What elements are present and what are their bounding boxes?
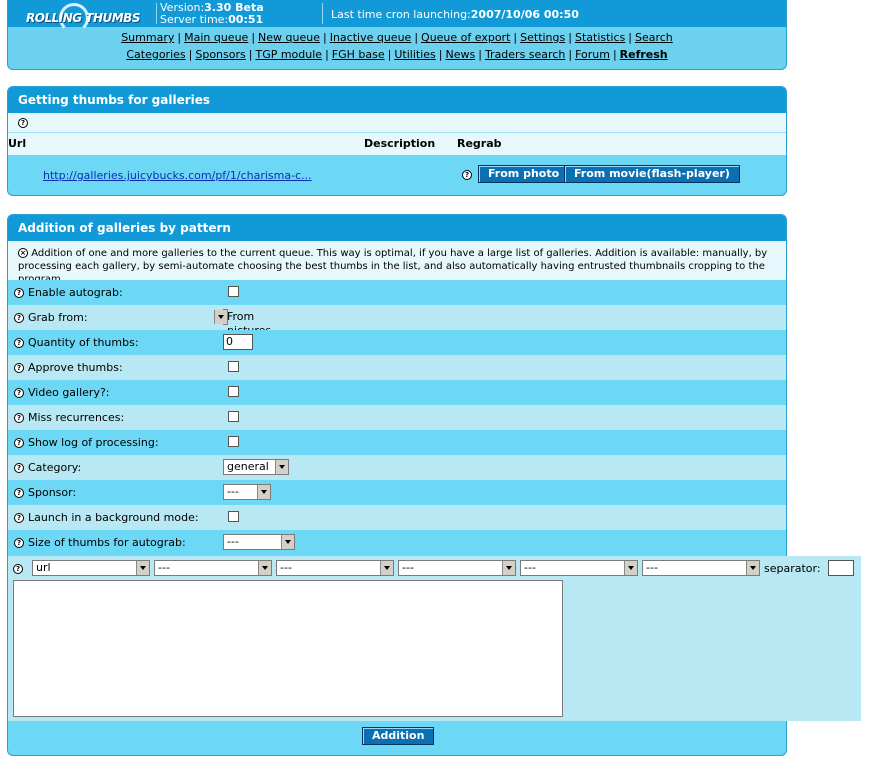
pattern-description [8, 241, 786, 280]
nav-separator: | [628, 31, 632, 44]
field-label-text: Video gallery?: [28, 386, 110, 399]
addition-button[interactable]: Addition [362, 727, 434, 745]
thumbs-help-row [8, 113, 786, 132]
pattern-field-select[interactable] [520, 560, 638, 576]
nav-separator: | [568, 31, 572, 44]
pattern-description-text: Addition of one and more galleries to the current queue. This way is optimal, if you have a large list of galleries. Addition is available: manually, by processing each gallery, by semi-automate choosing the best thumbs in the list, and also automatically having entrusted thumbnails cropping to the [18, 248, 768, 272]
help-icon[interactable]: ? [14, 338, 24, 348]
field-label [14, 286, 123, 299]
nav-link-refresh[interactable]: Refresh [619, 48, 668, 61]
col-regrab: Regrab [457, 137, 502, 150]
nav-row-secondary [8, 49, 786, 61]
nav-separator: | [414, 31, 419, 44]
field-label-text: Show log of processing: [28, 436, 159, 449]
select-value: url [36, 561, 51, 574]
field-row [8, 280, 786, 305]
pattern-field-select[interactable] [398, 560, 516, 576]
nav-separator: | [322, 31, 327, 44]
nav-separator: | [387, 48, 392, 61]
select-value: --- [280, 561, 292, 574]
select-value: --- [646, 561, 658, 574]
field-label-text: Quantity of thumbs: [28, 336, 139, 349]
nav-link-fgh-base[interactable]: FGH base [331, 48, 385, 61]
pattern-builder [8, 556, 861, 721]
cron-label: Last time cron launching: [331, 8, 471, 21]
help-icon[interactable]: ? [14, 363, 24, 373]
approve-thumbs-checkbox[interactable] [228, 361, 239, 372]
category-select[interactable] [223, 459, 289, 475]
field-label [14, 536, 186, 549]
nav-separator: | [568, 48, 573, 61]
cron-info [331, 8, 579, 21]
col-url: Url [8, 137, 27, 150]
field-row [8, 430, 786, 455]
nav-link-inactive-queue[interactable]: Inactive queue [329, 31, 412, 44]
field-label-text: Approve thumbs: [28, 361, 123, 374]
field-label-text: Launch in a background mode: [28, 511, 199, 524]
select-value: --- [227, 535, 239, 548]
miss-recurrences-checkbox[interactable] [228, 411, 239, 422]
field-label-text: Grab from: [28, 311, 88, 324]
separator-input[interactable] [828, 560, 854, 576]
nav-separator: | [478, 48, 482, 61]
field-label [14, 436, 159, 449]
nav-link-tgp-module[interactable]: TGP module [255, 48, 323, 61]
pattern-field-select[interactable] [32, 560, 150, 576]
table-row [8, 155, 786, 195]
help-icon[interactable]: ? [14, 313, 24, 323]
app-logo [14, 2, 154, 26]
field-row [8, 405, 786, 430]
version-info [160, 2, 264, 26]
field-label [14, 361, 123, 374]
header-divider [156, 3, 157, 24]
nav-link-forum[interactable]: Forum [575, 48, 610, 61]
field-label-text: Size of thumbs for autograb: [28, 536, 186, 549]
chevron-down-icon[interactable] [624, 561, 637, 575]
chevron-down-icon[interactable] [275, 460, 288, 474]
galleries-textarea[interactable] [13, 580, 563, 717]
help-icon[interactable]: ? [13, 564, 23, 574]
nav-link-search[interactable]: Search [634, 31, 673, 44]
pattern-field-select[interactable] [642, 560, 760, 576]
nav-separator: | [325, 48, 329, 61]
separator-label: separator: [764, 562, 821, 575]
version-value: 3.30 Beta [204, 1, 264, 14]
help-icon[interactable]: ? [18, 118, 28, 128]
nav-link-news[interactable]: News [445, 48, 476, 61]
quantity-of-thumbs-input[interactable]: 0 [223, 334, 253, 350]
thumbs-panel-title: Getting thumbs for galleries [8, 87, 786, 113]
help-icon[interactable]: ? [462, 170, 472, 180]
chevron-down-icon[interactable] [214, 310, 227, 324]
field-label [14, 511, 199, 524]
field-label [14, 461, 81, 474]
field-row [8, 330, 786, 355]
field-label [14, 336, 139, 349]
nav-separator: | [438, 48, 443, 61]
server-time-label: Server time: [160, 13, 229, 26]
help-icon[interactable]: ? [14, 438, 24, 448]
chevron-down-icon[interactable] [258, 561, 271, 575]
thumbs-panel [7, 86, 787, 196]
field-row [8, 530, 786, 555]
select-value: --- [402, 561, 414, 574]
chevron-down-icon[interactable] [380, 561, 393, 575]
nav-link-traders-search[interactable]: Traders search [484, 48, 566, 61]
help-icon[interactable]: ? [14, 288, 24, 298]
from-photo-button[interactable]: From photo [478, 165, 569, 183]
header-divider [322, 3, 323, 24]
pattern-fields [8, 280, 786, 556]
nav-link-utilities[interactable]: Utilities [394, 48, 436, 61]
video-gallery-checkbox[interactable] [228, 386, 239, 397]
select-value: From [227, 310, 255, 323]
help-icon[interactable]: ? [14, 413, 24, 423]
nav-link-categories[interactable]: Categories [126, 48, 186, 61]
field-label-text: Category: [28, 461, 82, 474]
field-label [14, 486, 76, 499]
field-row [8, 505, 786, 530]
nav-link-settings[interactable]: Settings [520, 31, 566, 44]
size-of-thumbs-for-autograb-select[interactable] [223, 534, 295, 550]
enable-autograb-checkbox[interactable] [228, 286, 239, 297]
field-row [8, 305, 786, 330]
nav-separator: | [248, 48, 253, 61]
help-icon[interactable]: ? [14, 488, 24, 498]
logo-text: ROLLING THUMBS [26, 11, 140, 25]
nav-separator: | [251, 31, 256, 44]
field-label [14, 411, 124, 424]
cron-value: 2007/10/06 00:50 [470, 8, 579, 21]
field-label-text: Sponsor: [28, 486, 77, 499]
help-icon[interactable]: ? [14, 513, 24, 523]
help-icon[interactable]: ? [14, 538, 24, 548]
nav-link-sponsors[interactable]: Sponsors [195, 48, 246, 61]
field-row [8, 455, 786, 480]
header-bar [8, 0, 786, 27]
show-log-of-processing-checkbox[interactable] [228, 436, 239, 447]
help-icon[interactable]: ? [14, 388, 24, 398]
close-icon[interactable]: × [18, 248, 28, 258]
launch-in-a-background-mode-checkbox[interactable] [228, 511, 239, 522]
col-description: Description [364, 137, 436, 150]
nav-link-new-queue[interactable]: New queue [258, 31, 320, 44]
select-value: general [227, 460, 269, 473]
help-icon[interactable]: ? [14, 463, 24, 473]
nav-link-queue-of-export[interactable]: Queue of export [421, 31, 511, 44]
field-label-text: Enable autograb: [28, 286, 123, 299]
select-value: --- [158, 561, 170, 574]
nav-link-main-queue[interactable]: Main queue [184, 31, 249, 44]
nav-link-statistics[interactable]: Statistics [574, 31, 626, 44]
field-label [14, 386, 110, 399]
sponsor-select[interactable] [223, 484, 271, 500]
select-value: --- [524, 561, 536, 574]
field-label-text: Miss recurrences: [28, 411, 125, 424]
chevron-down-icon[interactable] [136, 561, 149, 575]
from-movie-button[interactable]: From movie(flash-player) [564, 165, 740, 183]
nav-separator: | [612, 48, 617, 61]
pattern-field-select[interactable] [276, 560, 394, 576]
server-time-value: 00:51 [228, 13, 264, 26]
field-row [8, 480, 786, 505]
chevron-down-icon[interactable] [257, 485, 270, 499]
pattern-submit-row [8, 721, 786, 755]
select-value: --- [227, 485, 239, 498]
nav-link-summary[interactable]: Summary [121, 31, 175, 44]
pattern-panel-title: Addition of galleries by pattern [8, 215, 786, 241]
nav-row-primary [8, 32, 786, 44]
field-row [8, 355, 786, 380]
gallery-url-link[interactable]: http://galleries.juicybucks.com/pf/1/charisma-c... [43, 169, 312, 182]
nav-separator: | [188, 48, 193, 61]
version-label: Version: [160, 1, 205, 14]
chevron-down-icon[interactable] [746, 561, 759, 575]
field-label [14, 311, 88, 324]
grab-from-select[interactable] [223, 309, 255, 325]
app-header [7, 0, 787, 70]
pattern-field-select[interactable] [154, 560, 272, 576]
chevron-down-icon[interactable] [502, 561, 515, 575]
chevron-down-icon[interactable] [281, 535, 294, 549]
nav-separator: | [513, 31, 518, 44]
field-row [8, 380, 786, 405]
thumbs-table-header [8, 132, 786, 155]
nav-separator: | [177, 31, 182, 44]
pattern-panel [7, 214, 821, 756]
